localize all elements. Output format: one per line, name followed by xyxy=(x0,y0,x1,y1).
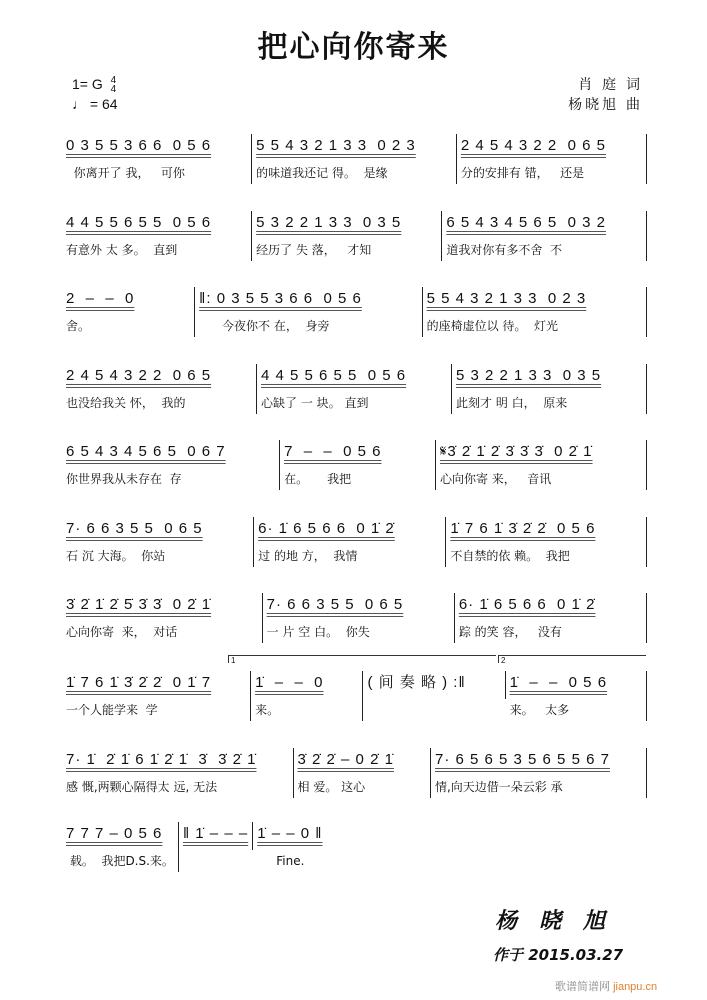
measure-lyric: 心向你寄 来， 音讯 xyxy=(439,472,552,486)
measure xyxy=(195,287,422,337)
measure-notes: ( 间 奏 略 ) :‖ xyxy=(367,674,466,691)
measure-lyric: 石 沉 大海。 你站 xyxy=(66,549,166,563)
measure xyxy=(179,822,253,850)
measure-lyric: 情,向天边借一朵云彩 承 xyxy=(434,780,563,794)
measure-notes: 1̇ – – 0 5 6 xyxy=(509,674,608,691)
measure xyxy=(455,593,647,643)
score-row xyxy=(62,287,647,337)
score-row xyxy=(62,211,647,261)
measure-lyric: 的座椅虚位以 待。 灯光 xyxy=(426,319,559,333)
measure xyxy=(436,440,647,490)
measure-lyric: 的味道我还记 得。 是缘 xyxy=(256,166,388,180)
measure-notes: 3̇ 2̇ 1̇ 2̇ 5̇ 3̇ 3̇ 0 2̇ 1̇ xyxy=(66,596,212,613)
measure-lyric: 经历了 失 落， 才知 xyxy=(256,243,372,257)
measure-notes: 7· 1̇ 2̇ 1̇ 6 1̇ 2̇ 1̇ 3̇ 3̇ 2̇ 1̇ xyxy=(66,751,257,768)
measure-lyric: 一个人能学来 学 xyxy=(66,703,158,717)
measure-group xyxy=(62,287,647,337)
measure-group xyxy=(62,748,647,798)
watermark xyxy=(555,978,657,994)
score-row xyxy=(62,134,647,184)
watermark-en: jianpu.cn xyxy=(613,981,658,993)
score-row xyxy=(62,671,647,721)
measure xyxy=(252,211,442,261)
volta-second-ending xyxy=(498,655,646,663)
measure-group xyxy=(62,440,647,490)
measure-notes: 6· 1̇ 6 5 6 6 0 1̇ 2̇ xyxy=(458,596,596,613)
measure-notes: 7 7 7 – 0 5 6 xyxy=(66,825,163,842)
measure-lyric: 不自禁的依 赖。 我把 xyxy=(450,549,570,563)
measure-lyric: 一 片 空 白。 你失 xyxy=(266,625,370,639)
measure-lyric: 在。 我把 xyxy=(284,472,352,486)
measure-lyric: 感 慨,两颗心隔得太 远, 无法 xyxy=(66,780,218,794)
time-signature xyxy=(111,76,117,94)
measure xyxy=(446,517,647,567)
measure xyxy=(294,748,431,798)
measure-notes: 6 5 4 3 4 5 6 5 0 6 7 xyxy=(66,443,226,460)
credits xyxy=(568,74,643,114)
volta-2-label: 2 xyxy=(501,656,506,665)
measure-lyric: 道我对你有多不舍 不 xyxy=(446,243,562,257)
measure xyxy=(363,671,505,699)
lyricist-credit: 肖 庭 词 xyxy=(578,76,643,92)
measure xyxy=(254,517,446,567)
measure-group xyxy=(62,364,647,414)
measure-notes: 4 4 5 5 6 5 5 0 5 6 xyxy=(66,214,212,231)
time-top: 4 xyxy=(110,75,117,87)
measure xyxy=(62,822,179,872)
measure-lyric: 舍。 xyxy=(66,319,91,333)
composer-credit: 杨晓旭 曲 xyxy=(568,96,643,112)
composer-signature: 杨晓旭 xyxy=(495,909,628,934)
measure-lyric: 也没给我关 怀， 我的 xyxy=(66,396,186,410)
measure xyxy=(62,211,252,261)
measure xyxy=(62,671,251,721)
measure-group xyxy=(62,671,647,721)
score-row xyxy=(62,440,647,490)
measure-notes: 2 4 5 4 3 2 2 0 6 5 xyxy=(66,367,212,384)
measure-lyric: 有意外 太 多。 直到 xyxy=(66,243,178,257)
watermark-cn: 歌谱简谱网 xyxy=(555,981,610,993)
measure-notes: 7 – – 0 5 6 xyxy=(284,443,382,460)
measure-lyric: 今夜你不 在， 身旁 xyxy=(199,319,330,333)
measure-notes: 1̇ – – 0 ‖ xyxy=(257,825,323,842)
measure-notes: 2 – – 0 xyxy=(66,290,135,307)
measure-lyric: 心缺了 一 块。 直到 xyxy=(261,396,369,410)
measure xyxy=(62,440,280,490)
measure-group xyxy=(62,211,647,261)
measure-notes: 1̇ – – 0 xyxy=(255,674,324,691)
measure xyxy=(506,671,647,721)
measure-notes: 7· 6 6 3 5 5 0 6 5 xyxy=(66,520,203,537)
measure-group xyxy=(62,822,647,872)
key-tempo-info xyxy=(72,74,118,114)
measure-notes: 7· 6 5 6 5 3 5 6 5 5 6 7 xyxy=(434,751,610,768)
measure xyxy=(252,134,457,184)
key-signature: 1= G xyxy=(72,76,103,92)
measure-lyric: 你离开了 我， 可你 xyxy=(66,166,185,180)
score-row xyxy=(62,593,647,643)
score-row xyxy=(62,822,647,872)
measure-lyric: 来。 太多 xyxy=(509,703,570,717)
measure xyxy=(457,134,647,184)
measure xyxy=(431,748,647,798)
measure-notes: 1̇ 7 6 1̇ 3̇ 2̇ 2̇ 0 1̇ 7 xyxy=(66,674,212,691)
measure-notes: 6· 1̇ 6 5 6 6 0 1̇ 2̇ xyxy=(258,520,395,537)
measure-group xyxy=(62,517,647,567)
measure-notes: ‖: 0 3 5 5 3 6 6 0 5 6 xyxy=(199,290,362,307)
score-row xyxy=(62,517,647,567)
measure xyxy=(280,440,436,490)
measure-group xyxy=(62,593,647,643)
measure xyxy=(62,517,254,567)
measure xyxy=(263,593,455,643)
measure-lyric: 载。 我把D.S.来。 xyxy=(66,854,174,868)
measure-notes: ‖ 1̇ – – – xyxy=(182,825,249,842)
measure-lyric: 过 的地 方， 我情 xyxy=(258,549,358,563)
measure-lyric: 分的安排有 错， 还是 xyxy=(460,166,585,180)
measure-notes: 0 3 5 5 3 6 6 0 5 6 xyxy=(66,137,212,154)
measure-notes: 4 4 5 5 6 5 5 0 5 6 xyxy=(261,367,407,384)
measure xyxy=(62,593,263,643)
measure-notes: 6 5 4 3 4 5 6 5 0 3 2 xyxy=(446,214,606,231)
measure-lyric: 踪 的笑 容， 没有 xyxy=(458,625,562,639)
measure xyxy=(62,364,257,414)
measure-notes: 1̇ 7 6 1̇ 3̇ 2̇ 2̇ 0 5 6 xyxy=(450,520,596,537)
measure xyxy=(253,822,326,872)
measure-notes: 5 5 4 3 2 1 3 3 0 2 3 xyxy=(426,290,587,307)
measure-lyric: 相 爱。 这心 xyxy=(297,780,366,794)
composition-date: 作于 2015.03.27 xyxy=(493,946,624,964)
measure-notes: 5 3 2 2 1 3 3 0 3 5 xyxy=(456,367,602,384)
time-bottom: 4 xyxy=(110,84,117,96)
score-row xyxy=(62,364,647,414)
score-row xyxy=(62,748,647,798)
measure-notes: 2 4 5 4 3 2 2 0 6 5 xyxy=(460,137,606,154)
measure-group xyxy=(62,134,647,184)
measure xyxy=(251,671,363,721)
measure xyxy=(62,287,195,337)
measure xyxy=(452,364,647,414)
measure-notes: 7· 6 6 3 5 5 0 6 5 xyxy=(266,596,404,613)
measure xyxy=(62,134,252,184)
song-title: 把心向你寄来 xyxy=(257,30,450,65)
measure-notes: 𝄋3̇ 2̇ 1̇ 2̇ 3̇ 3̇ 3̇ 0 2̇ 1̇ xyxy=(439,443,593,460)
measure-notes: 5 5 4 3 2 1 3 3 0 2 3 xyxy=(256,137,416,154)
measure-notes: 3̇ 2̇ 2̇ – 0 2̇ 1̇ xyxy=(297,751,394,768)
volta-first-ending xyxy=(228,655,496,663)
measure xyxy=(423,287,647,337)
measure xyxy=(442,211,647,261)
measure-lyric: 你世界我从未存在 存 xyxy=(66,472,182,486)
measure-notes: 5 3 2 2 1 3 3 0 3 5 xyxy=(256,214,402,231)
measure-lyric: 心向你寄 来， 对话 xyxy=(66,625,178,639)
measure xyxy=(257,364,452,414)
measure-lyric: 来。 xyxy=(255,703,280,717)
tempo-marking: ♩ = 64 xyxy=(72,96,118,113)
measure xyxy=(62,748,294,798)
measure-lyric: Fine. xyxy=(257,854,305,868)
measure-lyric: 此刻才 明 白， 原来 xyxy=(456,396,568,410)
volta-1-label: 1 xyxy=(231,656,236,665)
